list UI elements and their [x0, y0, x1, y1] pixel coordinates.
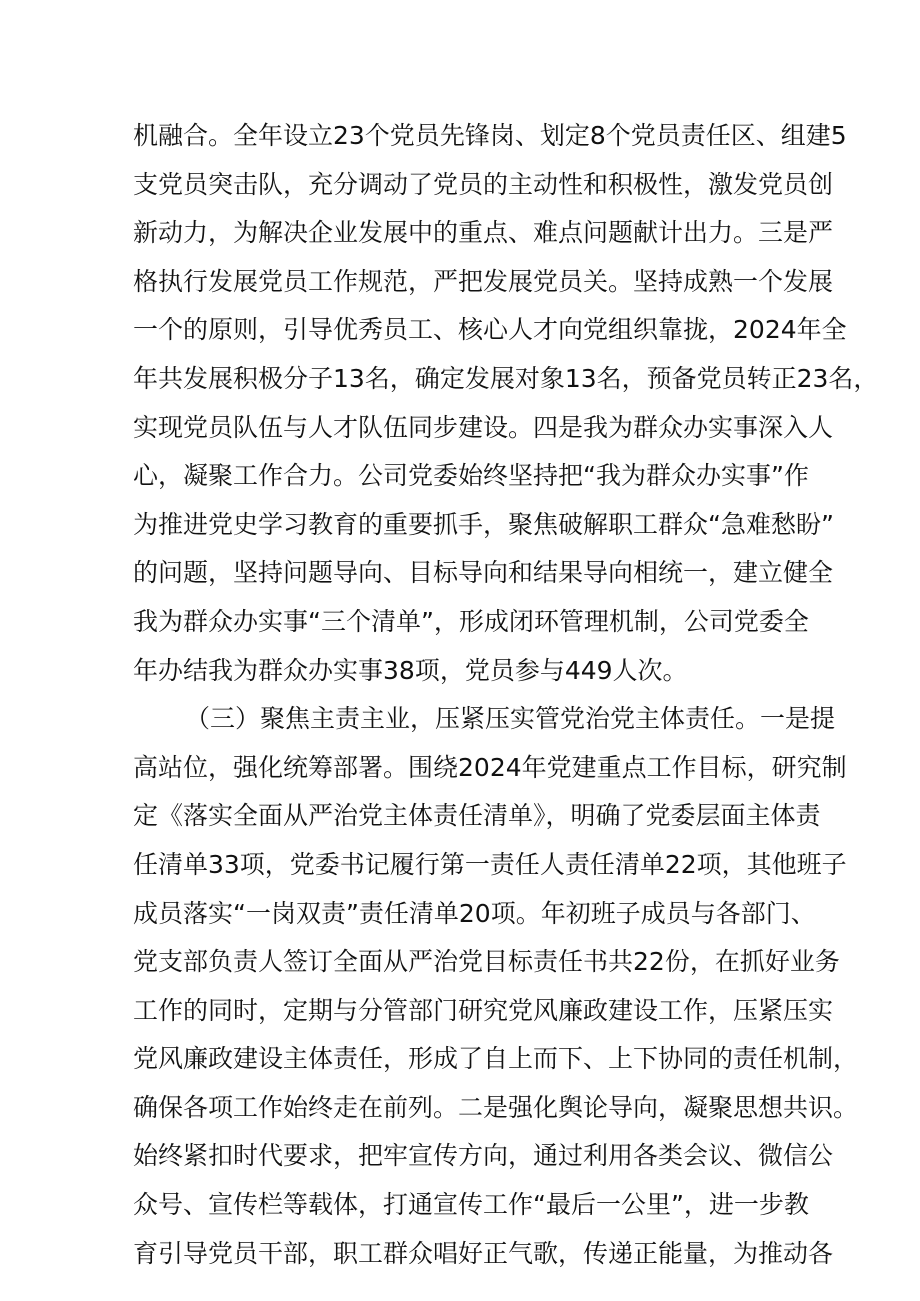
text-line: 党风廉政建设主体责任，形成了自上而下、上下协同的责任机制，	[133, 1044, 859, 1074]
text-line: 为推进党史学习教育的重要抓手，聚焦破解职工群众“急难愁盼”	[133, 509, 834, 539]
body-text	[133, 112, 879, 1278]
text-line: 年办结我为群众办实事38项，党员参与449人次。	[133, 655, 688, 685]
text-line: 支党员突击队，充分调动了党员的主动性和积极性，激发党员创	[133, 169, 834, 199]
text-line: 任清单33项，党委书记履行第一责任人责任清单22项，其他班子	[133, 849, 847, 879]
text-line: 成员落实“一岗双责”责任清单20项。年初班子成员与各部门、	[133, 898, 816, 928]
text-line: 新动力，为解决企业发展中的重点、难点问题献计出力。三是严	[133, 218, 834, 248]
text-line: 机融合。全年设立23个党员先锋岗、划定8个党员责任区、组建5	[133, 121, 847, 150]
text-line: 始终紧扣时代要求，把牢宣传方向，通过利用各类会议、微信公	[133, 1141, 834, 1171]
text-line: 我为群众办实事“三个清单”，形成闭环管理机制，公司党委全	[133, 606, 809, 636]
text-line: 党支部负责人签订全面从严治党目标责任书共22份，在抓好业务	[133, 947, 840, 977]
section-heading-line: （三）聚焦主责主业，压紧压实管党治党主体责任。一是提	[185, 704, 836, 734]
text-line: 工作的同时，定期与分管部门研究党风廉政建设工作，压紧压实	[133, 995, 834, 1025]
text-line: 众号、宣传栏等载体，打通宣传工作“最后一公里”，进一步教	[133, 1190, 809, 1220]
text-line: 定《落实全面从严治党主体责任清单》，明确了党委层面主体责	[133, 801, 821, 831]
text-line: 一个的原则，引导优秀员工、核心人才向党组织靠拢，2024年全	[133, 315, 847, 345]
text-line: 心，凝聚工作合力。公司党委始终坚持把“我为群众办实事”作	[133, 461, 809, 491]
text-line: 年共发展积极分子13名，确定发展对象13名，预备党员转正23名，	[133, 363, 879, 393]
text-line: 育引导党员干部，职工群众唱好正气歌，传递正能量，为推动各	[133, 1238, 834, 1268]
text-line: 高站位，强化统筹部署。围绕2024年党建重点工作目标，研究制	[133, 752, 847, 782]
text-line: 确保各项工作始终走在前列。二是强化舆论导向，凝聚思想共识。	[133, 1092, 859, 1122]
text-line: 格执行发展党员工作规范，严把发展党员关。坚持成熟一个发展	[133, 266, 834, 296]
text-line: 实现党员队伍与人才队伍同步建设。四是我为群众办实事深入人	[133, 412, 834, 442]
text-line: 的问题，坚持问题导向、目标导向和结果导向相统一，建立健全	[133, 558, 834, 588]
